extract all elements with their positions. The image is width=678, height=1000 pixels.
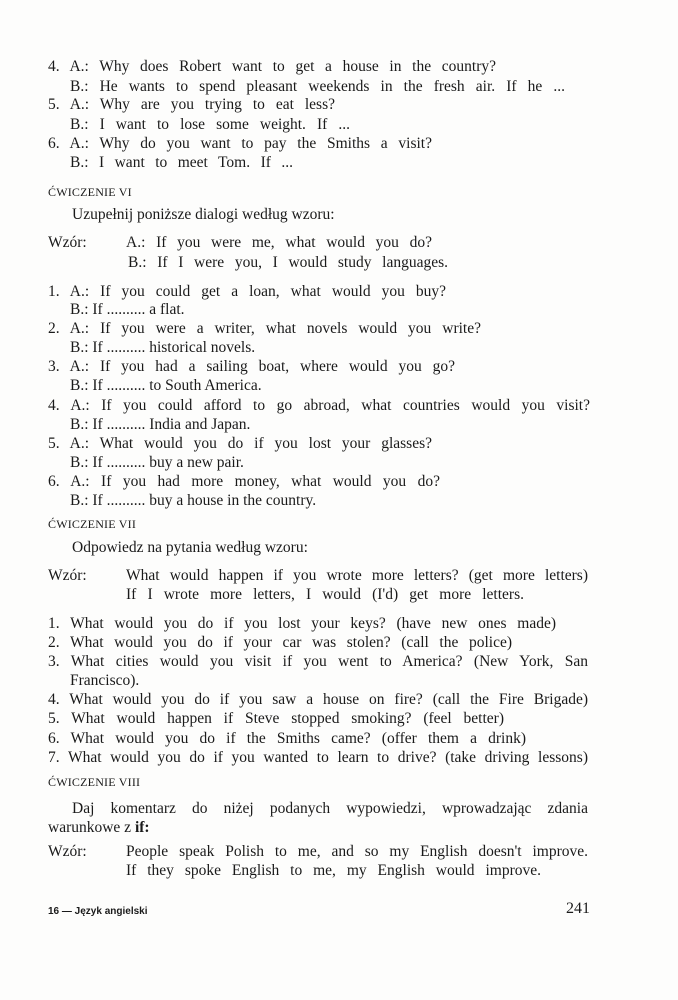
exercise-item: 6. What would you do if the Smiths came? (offer them a drink) (48, 730, 526, 747)
exercise-instruction: Uzupełnij poniższe dialogi według wzoru: (72, 206, 335, 223)
exercise-heading: ĆWICZENIE VII (48, 517, 137, 531)
exercise-item: Francisco). (70, 672, 140, 689)
instruction-keyword: if: (134, 819, 150, 836)
wzor-line: What would happen if you wrote more letters? (get more letters) (126, 567, 588, 584)
exercise-item: B.: If .......... buy a house in the country. (70, 492, 317, 509)
dialogue-line: 5. A.: Why are you trying to eat less? (48, 96, 335, 113)
exercise-item: 1. What would you do if you lost your keys? (have new ones made) (48, 615, 556, 632)
exercise-item: B.: If .......... historical novels. (70, 339, 256, 356)
wzor-line: B.: If I were you, I would study languages. (128, 254, 448, 271)
exercise-item: 4. A.: If you could afford to go abroad, what countries would you visit? (48, 397, 590, 414)
wzor-label: Wzór: (48, 567, 87, 584)
exercise-item: B.: If .......... a flat. (70, 301, 185, 318)
exercise-instruction: Daj komentarz do niżej podanych wypowiedzi, wprowadzając zdania (72, 800, 588, 817)
exercise-item: 7. What would you do if you wanted to learn to drive? (take driving lessons) (48, 749, 588, 766)
exercise-instruction (48, 819, 150, 837)
exercise-item: 5. A.: What would you do if you lost your glasses? (48, 435, 432, 452)
printer-signature: 16 — Język angielski (48, 906, 148, 917)
page-number: 241 (566, 900, 590, 917)
exercise-instruction: Odpowiedz na pytania według wzoru: (72, 539, 308, 556)
exercise-item: 3. A.: If you had a sailing boat, where would you go? (48, 358, 455, 375)
wzor-label: Wzór: (48, 234, 87, 251)
exercise-item: 2. What would you do if your car was stolen? (call the police) (48, 634, 512, 651)
exercise-item: 1. A.: If you could get a loan, what would you buy? (48, 283, 446, 300)
wzor-line: If they spoke English to me, my English would improve. (126, 862, 541, 879)
dialogue-line: B.: He wants to spend pleasant weekends in the fresh air. If he ... (70, 78, 565, 95)
instruction-text: warunkowe z (48, 819, 135, 836)
exercise-item: 2. A.: If you were a writer, what novels would you write? (48, 320, 481, 337)
exercise-item: 3. What cities would you visit if you went to America? (New York, San (48, 653, 588, 670)
dialogue-line: 4. A.: Why does Robert want to get a house in the country? (48, 58, 496, 75)
wzor-line: If I wrote more letters, I would (I'd) get more letters. (126, 586, 524, 603)
wzor-line: People speak Polish to me, and so my English doesn't improve. (126, 843, 588, 860)
exercise-item: 5. What would happen if Steve stopped smoking? (feel better) (48, 710, 504, 727)
exercise-heading: ĆWICZENIE VI (48, 185, 132, 199)
exercise-item: B.: If .......... to South America. (70, 377, 262, 394)
dialogue-line: 6. A.: Why do you want to pay the Smiths a visit? (48, 135, 432, 152)
exercise-item: B.: If .......... buy a new pair. (70, 454, 244, 471)
wzor-line: A.: If you were me, what would you do? (126, 234, 432, 251)
exercise-heading: ĆWICZENIE VIII (48, 775, 141, 789)
exercise-item: 4. What would you do if you saw a house on fire? (call the Fire Brigade) (48, 691, 588, 708)
dialogue-line: B.: I want to lose some weight. If ... (70, 116, 350, 133)
exercise-item: B.: If .......... India and Japan. (70, 416, 251, 433)
dialogue-line: B.: I want to meet Tom. If ... (70, 154, 293, 171)
wzor-label: Wzór: (48, 843, 87, 860)
exercise-item: 6. A.: If you had more money, what would you do? (48, 473, 440, 490)
